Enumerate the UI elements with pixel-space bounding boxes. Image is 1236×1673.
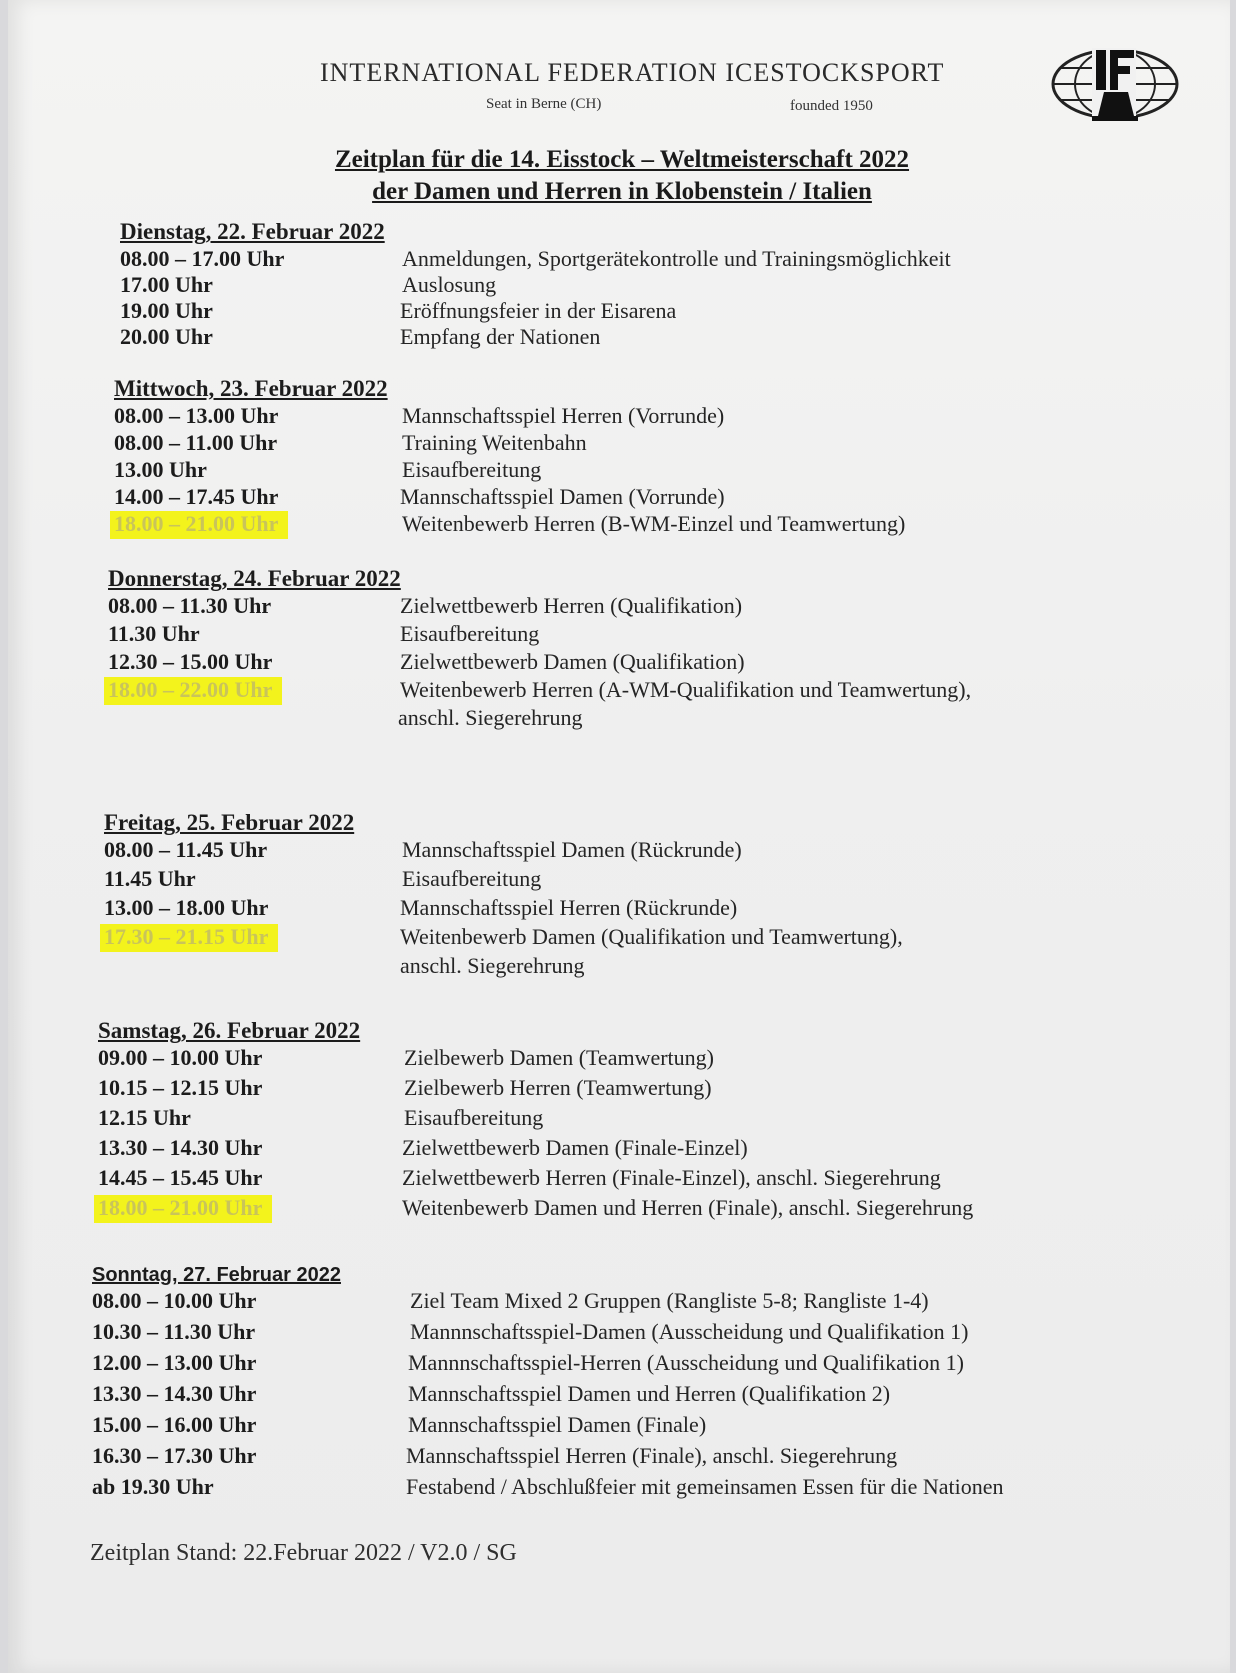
schedule-row bbox=[92, 1412, 707, 1443]
time-cell: 08.00 – 10.00 Uhr bbox=[92, 1288, 257, 1313]
ifi-globe-logo-icon bbox=[1044, 42, 1186, 126]
activity-cell: Mannnschaftsspiel-Damen (Ausscheidung und Qualifikation 1) bbox=[410, 1319, 969, 1344]
time-cell-highlighted: 18.00 – 22.00 Uhr bbox=[104, 677, 282, 705]
day-section bbox=[108, 566, 972, 733]
time-cell-highlighted: 18.00 – 21.00 Uhr bbox=[94, 1195, 272, 1223]
organization-name: INTERNATIONAL FEDERATION ICESTOCKSPORT bbox=[320, 58, 945, 87]
document-page bbox=[8, 0, 1230, 1673]
day-heading: Donnerstag, 24. Februar 2022 bbox=[108, 566, 401, 591]
schedule-row bbox=[108, 705, 583, 733]
day-section bbox=[120, 219, 951, 350]
activity-cell: Weitenbewerb Herren (B-WM-Einzel und Teamwertung) bbox=[402, 511, 906, 536]
activity-cell: Zielwettbewerb Damen (Qualifikation) bbox=[400, 649, 745, 674]
activity-cell: Weitenbewerb Damen (Qualifikation und Teamwertung), bbox=[400, 924, 903, 949]
activity-cell: Eisaufbereitung bbox=[400, 621, 540, 646]
activity-cell: Mannschaftsspiel Damen und Herren (Qualifikation 2) bbox=[408, 1381, 891, 1406]
page-title-line-2: der Damen und Herren in Klobenstein / Italien bbox=[372, 178, 872, 205]
activity-cell: anschl. Siegerehrung bbox=[400, 953, 585, 978]
day-heading: Samstag, 26. Februar 2022 bbox=[98, 1018, 361, 1043]
day-heading: Sonntag, 27. Februar 2022 bbox=[92, 1264, 341, 1286]
activity-cell: Ziel Team Mixed 2 Gruppen (Rangliste 5-8; Rangliste 1-4) bbox=[410, 1288, 929, 1313]
activity-cell: Zielbewerb Herren (Teamwertung) bbox=[404, 1075, 712, 1100]
schedule-row bbox=[92, 1381, 891, 1412]
founded-text: founded 1950 bbox=[790, 98, 873, 114]
time-cell: 13.00 Uhr bbox=[114, 457, 207, 482]
time-cell: 12.15 Uhr bbox=[98, 1105, 191, 1130]
activity-cell: Anmeldungen, Sportgerätekontrolle und Trainingsmöglichkeit bbox=[402, 246, 951, 271]
activity-cell: Zielbewerb Damen (Teamwertung) bbox=[404, 1045, 714, 1070]
activity-cell: Festabend / Abschlußfeier mit gemeinsamen Essen für die Nationen bbox=[406, 1474, 1004, 1499]
day-heading: Freitag, 25. Februar 2022 bbox=[104, 810, 355, 835]
time-cell: 10.30 – 11.30 Uhr bbox=[92, 1319, 256, 1344]
activity-cell: Mannschaftsspiel Herren (Rückrunde) bbox=[400, 895, 738, 920]
activity-cell: Empfang der Nationen bbox=[400, 324, 601, 349]
time-cell: 14.45 – 15.45 Uhr bbox=[98, 1165, 263, 1190]
schedule-row bbox=[108, 621, 540, 649]
schedule-row-highlighted bbox=[98, 1195, 974, 1225]
activity-cell: Weitenbewerb Damen und Herren (Finale), anschl. Siegerehrung bbox=[402, 1195, 974, 1220]
day-section bbox=[114, 376, 906, 538]
time-cell: 17.00 Uhr bbox=[120, 272, 213, 297]
activity-cell: anschl. Siegerehrung bbox=[398, 705, 583, 730]
time-cell: ab 19.30 Uhr bbox=[92, 1474, 214, 1499]
time-cell: 16.30 – 17.30 Uhr bbox=[92, 1443, 257, 1468]
time-cell: 08.00 – 11.30 Uhr bbox=[108, 593, 272, 618]
schedule-row bbox=[92, 1474, 1004, 1505]
schedule-row bbox=[120, 298, 677, 324]
activity-cell: Mannschaftsspiel Herren (Vorrunde) bbox=[402, 403, 725, 428]
time-cell: 20.00 Uhr bbox=[120, 324, 213, 349]
time-cell: 19.00 Uhr bbox=[120, 298, 213, 323]
page-title-line-1: Zeitplan für die 14. Eisstock – Weltmeisterschaft 2022 bbox=[334, 146, 910, 173]
time-cell: 08.00 – 11.45 Uhr bbox=[104, 837, 268, 862]
time-cell: 08.00 – 13.00 Uhr bbox=[114, 403, 279, 428]
schedule-row bbox=[98, 1135, 748, 1165]
time-cell: 10.15 – 12.15 Uhr bbox=[98, 1075, 263, 1100]
document-footer: Zeitplan Stand: 22.Februar 2022 / V2.0 / SG bbox=[90, 1540, 517, 1566]
schedule-row bbox=[108, 649, 745, 677]
schedule-row bbox=[92, 1443, 898, 1474]
schedule-row bbox=[98, 1075, 712, 1105]
time-cell: 15.00 – 16.00 Uhr bbox=[92, 1412, 257, 1437]
time-cell: 13.30 – 14.30 Uhr bbox=[92, 1381, 257, 1406]
time-cell: 13.00 – 18.00 Uhr bbox=[104, 895, 269, 920]
activity-cell: Auslosung bbox=[402, 272, 497, 297]
day-section bbox=[98, 1018, 974, 1225]
schedule-row bbox=[104, 895, 738, 924]
activity-cell: Mannschaftsspiel Damen (Finale) bbox=[408, 1412, 707, 1437]
schedule-row bbox=[92, 1288, 929, 1319]
day-section bbox=[104, 810, 903, 982]
schedule-row bbox=[98, 1105, 544, 1135]
activity-cell: Training Weitenbahn bbox=[402, 430, 587, 455]
schedule-row bbox=[104, 837, 742, 866]
activity-cell: Zielwettbewerb Herren (Finale-Einzel), anschl. Siegerehrung bbox=[402, 1165, 941, 1190]
activity-cell: Eisaufbereitung bbox=[404, 1105, 544, 1130]
schedule-row bbox=[114, 484, 725, 511]
schedule-row bbox=[104, 953, 585, 982]
schedule-row bbox=[92, 1319, 969, 1350]
schedule-row bbox=[92, 1350, 964, 1381]
time-cell: 12.30 – 15.00 Uhr bbox=[108, 649, 273, 674]
schedule-row-highlighted bbox=[104, 924, 903, 953]
time-cell: 14.00 – 17.45 Uhr bbox=[114, 484, 279, 509]
activity-cell: Eisaufbereitung bbox=[402, 457, 542, 482]
time-cell: 08.00 – 17.00 Uhr bbox=[120, 246, 285, 271]
schedule-row bbox=[120, 272, 497, 298]
schedule-row bbox=[120, 246, 951, 272]
activity-cell: Zielwettbewerb Damen (Finale-Einzel) bbox=[402, 1135, 748, 1160]
activity-cell: Mannnschaftsspiel-Herren (Ausscheidung und Qualifikation 1) bbox=[408, 1350, 964, 1375]
seat-text: Seat in Berne (CH) bbox=[486, 96, 602, 112]
schedule-row bbox=[114, 457, 542, 484]
activity-cell: Weitenbewerb Herren (A-WM-Qualifikation und Teamwertung), bbox=[400, 677, 972, 702]
time-cell: 11.45 Uhr bbox=[104, 866, 196, 891]
schedule-row-highlighted bbox=[114, 511, 906, 538]
day-section bbox=[92, 1264, 1004, 1505]
schedule-row bbox=[108, 593, 743, 621]
activity-cell: Mannschaftsspiel Herren (Finale), anschl. Siegerehrung bbox=[406, 1443, 898, 1468]
time-cell: 08.00 – 11.00 Uhr bbox=[114, 430, 278, 455]
day-heading: Dienstag, 22. Februar 2022 bbox=[120, 219, 385, 244]
time-cell: 11.30 Uhr bbox=[108, 621, 200, 646]
time-cell: 09.00 – 10.00 Uhr bbox=[98, 1045, 263, 1070]
activity-cell: Mannschaftsspiel Damen (Vorrunde) bbox=[400, 484, 725, 509]
schedule-row bbox=[98, 1045, 714, 1075]
activity-cell: Eisaufbereitung bbox=[402, 866, 542, 891]
day-heading: Mittwoch, 23. Februar 2022 bbox=[114, 376, 388, 401]
schedule-row bbox=[120, 324, 601, 350]
schedule-row bbox=[98, 1165, 941, 1195]
time-cell: 12.00 – 13.00 Uhr bbox=[92, 1350, 257, 1375]
schedule-row-highlighted bbox=[108, 677, 972, 705]
activity-cell: Eröffnungsfeier in der Eisarena bbox=[400, 298, 677, 323]
schedule-row bbox=[114, 430, 587, 457]
time-cell: 13.30 – 14.30 Uhr bbox=[98, 1135, 263, 1160]
activity-cell: Zielwettbewerb Herren (Qualifikation) bbox=[400, 593, 743, 618]
schedule-row bbox=[114, 403, 725, 430]
schedule-row bbox=[104, 866, 542, 895]
time-cell-highlighted: 18.00 – 21.00 Uhr bbox=[110, 511, 288, 539]
activity-cell: Mannschaftsspiel Damen (Rückrunde) bbox=[402, 837, 742, 862]
time-cell-highlighted: 17.30 – 21.15 Uhr bbox=[100, 924, 278, 952]
